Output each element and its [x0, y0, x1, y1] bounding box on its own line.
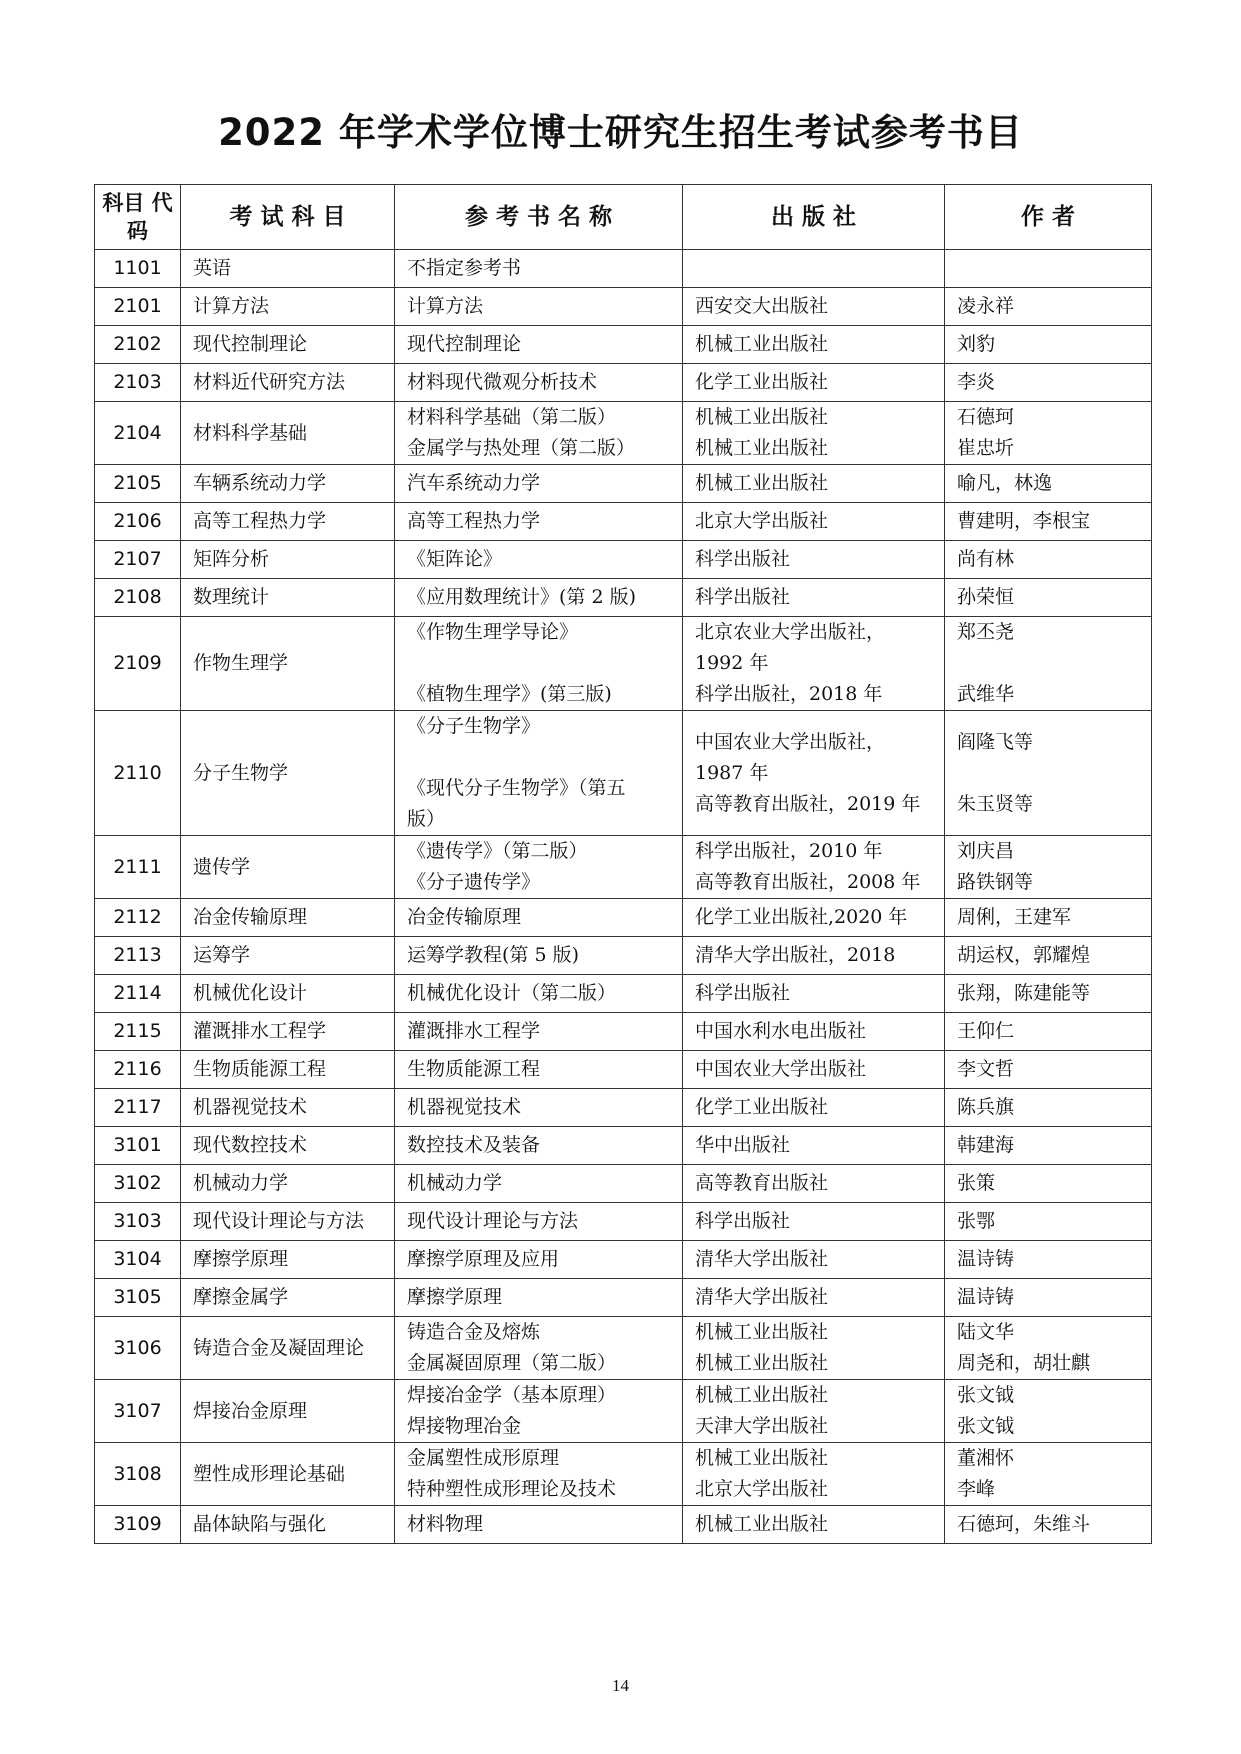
publisher-line: 北京大学出版社 — [695, 1478, 829, 1500]
cell-subject: 英语 — [181, 250, 395, 288]
cell-code: 2106 — [95, 503, 181, 541]
book-line: 灌溉排水工程学 — [407, 1020, 541, 1042]
author-line: 朱玉贤等 — [957, 792, 1034, 815]
cell-code: 1101 — [95, 250, 181, 288]
publisher-line: 机械工业出版社 — [695, 437, 829, 459]
author-line: 路铁钢等 — [957, 871, 1034, 893]
book-line: 机械优化设计（第二版） — [407, 982, 617, 1004]
table-row — [95, 899, 1152, 937]
cell-publisher — [683, 579, 945, 617]
cell-subject: 作物生理学 — [181, 617, 395, 711]
author-line: 温诗铸 — [957, 1248, 1015, 1270]
book-line: 数控技术及装备 — [407, 1134, 541, 1156]
cell-author — [945, 1127, 1152, 1165]
author-line: 郑丕尧 — [957, 621, 1015, 643]
author-line: 尚有林 — [957, 548, 1015, 570]
author-line: 石德珂 — [957, 406, 1015, 428]
book-line: 高等工程热力学 — [407, 510, 541, 532]
cell-author — [945, 503, 1152, 541]
header-code — [95, 185, 181, 250]
cell-author — [945, 1443, 1152, 1506]
header-author: 作 者 — [945, 185, 1152, 250]
table-row — [95, 1380, 1152, 1443]
cell-publisher — [683, 899, 945, 937]
publisher-line: 机械工业出版社 — [695, 1321, 829, 1343]
book-line: 《应用数理统计》(第 2 版) — [407, 586, 636, 608]
cell-subject: 数理统计 — [181, 579, 395, 617]
cell-code: 2104 — [95, 402, 181, 465]
publisher-line: 天津大学出版社 — [695, 1415, 829, 1437]
header-book: 参 考 书 名 称 — [395, 185, 683, 250]
cell-author — [945, 326, 1152, 364]
book-line: 计算方法 — [407, 295, 484, 317]
author-line: 张策 — [957, 1172, 996, 1194]
book-line: 不指定参考书 — [407, 257, 522, 279]
cell-author — [945, 1013, 1152, 1051]
publisher-line: 科学出版社 — [695, 586, 791, 608]
author-line: 王仰仁 — [957, 1020, 1015, 1042]
author-line: 凌永祥 — [957, 295, 1015, 317]
publisher-line: 科学出版社，2010 年 — [695, 840, 883, 862]
cell-subject: 塑性成形理论基础 — [181, 1443, 395, 1506]
book-line: 现代设计理论与方法 — [407, 1210, 579, 1232]
cell-book — [395, 1241, 683, 1279]
book-line: 汽车系统动力学 — [407, 472, 541, 494]
cell-book — [395, 1013, 683, 1051]
cell-author — [945, 836, 1152, 899]
cell-subject: 矩阵分析 — [181, 541, 395, 579]
cell-publisher — [683, 1443, 945, 1506]
book-line: 《现代分子生物学》（第五 — [407, 777, 626, 799]
publisher-line: 西安交大出版社 — [695, 295, 829, 317]
cell-code: 2101 — [95, 288, 181, 326]
cell-publisher — [683, 541, 945, 579]
cell-publisher — [683, 836, 945, 899]
table-row — [95, 541, 1152, 579]
table-row — [95, 250, 1152, 288]
cell-subject: 冶金传输原理 — [181, 899, 395, 937]
author-line — [957, 648, 1139, 679]
cell-book — [395, 1165, 683, 1203]
cell-book — [395, 1051, 683, 1089]
page-title: 2022 年学术学位博士研究生招生考试参考书目 — [218, 111, 1023, 154]
author-line — [957, 758, 1139, 789]
book-line: 版） — [407, 808, 446, 830]
author-line: 陆文华 — [957, 1321, 1015, 1343]
book-line — [407, 648, 670, 679]
table-row — [95, 1279, 1152, 1317]
cell-subject: 机械动力学 — [181, 1165, 395, 1203]
publisher-line: 中国水利水电出版社 — [695, 1020, 867, 1042]
publisher-line: 机械工业出版社 — [695, 333, 829, 355]
book-line: 《分子遗传学》 — [407, 871, 541, 893]
publisher-line: 1992 年 — [695, 652, 769, 674]
cell-author — [945, 1089, 1152, 1127]
author-line: 韩建海 — [957, 1134, 1015, 1156]
publisher-line: 北京农业大学出版社， — [695, 621, 886, 643]
book-line: 焊接冶金学（基本原理） — [407, 1384, 617, 1406]
book-line: 摩擦学原理 — [407, 1286, 503, 1308]
cell-author — [945, 541, 1152, 579]
author-line: 崔忠圻 — [957, 437, 1015, 459]
cell-code: 2103 — [95, 364, 181, 402]
cell-book — [395, 937, 683, 975]
author-line: 石德珂，朱维斗 — [957, 1513, 1091, 1535]
cell-code: 3107 — [95, 1380, 181, 1443]
cell-code: 2110 — [95, 711, 181, 836]
cell-code: 2102 — [95, 326, 181, 364]
cell-author — [945, 899, 1152, 937]
cell-book — [395, 1203, 683, 1241]
cell-publisher — [683, 326, 945, 364]
book-line: 焊接物理冶金 — [407, 1415, 522, 1437]
author-line: 刘豹 — [957, 333, 996, 355]
cell-book — [395, 1127, 683, 1165]
author-line: 阎隆飞等 — [957, 730, 1034, 753]
cell-subject: 灌溉排水工程学 — [181, 1013, 395, 1051]
cell-publisher — [683, 1165, 945, 1203]
cell-book — [395, 836, 683, 899]
cell-code: 3108 — [95, 1443, 181, 1506]
author-line: 周尧和，胡壮麒 — [957, 1352, 1091, 1374]
book-line: 材料物理 — [407, 1513, 484, 1535]
cell-book — [395, 250, 683, 288]
cell-publisher — [683, 617, 945, 711]
cell-subject: 晶体缺陷与强化 — [181, 1506, 395, 1544]
cell-subject: 现代设计理论与方法 — [181, 1203, 395, 1241]
author-line: 张鄂 — [957, 1210, 996, 1232]
cell-book — [395, 1279, 683, 1317]
table-body — [95, 250, 1152, 1544]
table-row — [95, 326, 1152, 364]
cell-publisher — [683, 465, 945, 503]
author-line: 张文钺 — [957, 1415, 1015, 1437]
page-number: 14 — [612, 1676, 629, 1695]
cell-book — [395, 975, 683, 1013]
publisher-line: 机械工业出版社 — [695, 406, 829, 428]
book-line: 铸造合金及熔炼 — [407, 1321, 541, 1343]
author-line: 喻凡，林逸 — [957, 472, 1053, 494]
cell-book — [395, 579, 683, 617]
author-line: 武维华 — [957, 683, 1015, 705]
publisher-line: 清华大学出版社 — [695, 1286, 829, 1308]
cell-author — [945, 288, 1152, 326]
table-row — [95, 503, 1152, 541]
publisher-line: 中国农业大学出版社， — [695, 730, 886, 753]
publisher-line: 科学出版社 — [695, 982, 791, 1004]
cell-author — [945, 579, 1152, 617]
book-line: 《作物生理学导论》 — [407, 621, 579, 643]
cell-subject: 材料科学基础 — [181, 402, 395, 465]
cell-publisher — [683, 711, 945, 836]
cell-publisher — [683, 288, 945, 326]
cell-subject: 机器视觉技术 — [181, 1089, 395, 1127]
cell-subject: 遗传学 — [181, 836, 395, 899]
publisher-line: 化学工业出版社 — [695, 1096, 829, 1118]
cell-subject: 运筹学 — [181, 937, 395, 975]
book-line: 金属塑性成形原理 — [407, 1447, 560, 1469]
cell-publisher — [683, 503, 945, 541]
cell-author — [945, 1203, 1152, 1241]
table-row — [95, 975, 1152, 1013]
cell-code: 3106 — [95, 1317, 181, 1380]
table-row — [95, 1127, 1152, 1165]
publisher-line: 1987 年 — [695, 761, 769, 784]
cell-author — [945, 364, 1152, 402]
table-row — [95, 288, 1152, 326]
cell-subject: 车辆系统动力学 — [181, 465, 395, 503]
book-line: 材料现代微观分析技术 — [407, 371, 598, 393]
cell-author — [945, 402, 1152, 465]
cell-author — [945, 937, 1152, 975]
book-line: 金属学与热处理（第二版） — [407, 437, 636, 459]
header-publisher: 出 版 社 — [683, 185, 945, 250]
publisher-line: 科学出版社，2018 年 — [695, 683, 883, 705]
cell-author — [945, 617, 1152, 711]
author-line: 胡运权，郭耀煌 — [957, 944, 1091, 966]
header-code-line: 科目 — [102, 191, 145, 215]
cell-author — [945, 1317, 1152, 1380]
cell-publisher — [683, 1013, 945, 1051]
author-line: 李炎 — [957, 371, 996, 393]
table-row — [95, 1203, 1152, 1241]
author-line: 张翔，陈建能等 — [957, 982, 1091, 1004]
cell-publisher — [683, 364, 945, 402]
cell-publisher — [683, 250, 945, 288]
cell-book — [395, 617, 683, 711]
cell-subject: 现代控制理论 — [181, 326, 395, 364]
author-line: 李文哲 — [957, 1058, 1015, 1080]
publisher-line: 高等教育出版社，2008 年 — [695, 871, 921, 893]
cell-publisher — [683, 1506, 945, 1544]
cell-publisher — [683, 1241, 945, 1279]
table-row — [95, 1165, 1152, 1203]
cell-code: 2107 — [95, 541, 181, 579]
publisher-line: 科学出版社 — [695, 548, 791, 570]
cell-subject: 摩擦金属学 — [181, 1279, 395, 1317]
publisher-line: 高等教育出版社 — [695, 1172, 829, 1194]
cell-subject: 铸造合金及凝固理论 — [181, 1317, 395, 1380]
cell-subject: 高等工程热力学 — [181, 503, 395, 541]
book-line: 机械动力学 — [407, 1172, 503, 1194]
cell-book — [395, 1443, 683, 1506]
book-line: 材料科学基础（第二版） — [407, 406, 617, 428]
table-row — [95, 402, 1152, 465]
table-row — [95, 711, 1152, 836]
cell-code: 3105 — [95, 1279, 181, 1317]
cell-book — [395, 541, 683, 579]
book-line — [407, 742, 670, 773]
cell-book — [395, 711, 683, 836]
publisher-line: 清华大学出版社，2018 — [695, 944, 896, 966]
cell-author — [945, 1506, 1152, 1544]
table-row — [95, 1506, 1152, 1544]
cell-book — [395, 1380, 683, 1443]
cell-code: 3109 — [95, 1506, 181, 1544]
publisher-line: 清华大学出版社 — [695, 1248, 829, 1270]
book-line: 《分子生物学》 — [407, 715, 541, 737]
cell-author — [945, 975, 1152, 1013]
cell-publisher — [683, 1203, 945, 1241]
cell-publisher — [683, 1380, 945, 1443]
cell-subject: 机械优化设计 — [181, 975, 395, 1013]
cell-code: 2111 — [95, 836, 181, 899]
cell-code: 2114 — [95, 975, 181, 1013]
cell-code: 2116 — [95, 1051, 181, 1089]
cell-book — [395, 465, 683, 503]
table-row — [95, 579, 1152, 617]
publisher-line: 高等教育出版社，2019 年 — [695, 792, 921, 815]
table-row — [95, 1317, 1152, 1380]
cell-author — [945, 1165, 1152, 1203]
author-line: 周俐，王建军 — [957, 906, 1072, 928]
cell-publisher — [683, 975, 945, 1013]
cell-code: 2117 — [95, 1089, 181, 1127]
publisher-line: 机械工业出版社 — [695, 472, 829, 494]
cell-publisher — [683, 937, 945, 975]
header-subject: 考 试 科 目 — [181, 185, 395, 250]
cell-subject: 现代数控技术 — [181, 1127, 395, 1165]
table-row — [95, 1089, 1152, 1127]
cell-book — [395, 503, 683, 541]
header-code-line: 代码 — [127, 191, 173, 243]
author-line: 李峰 — [957, 1478, 996, 1500]
publisher-line: 科学出版社 — [695, 1210, 791, 1232]
table-row — [95, 1013, 1152, 1051]
cell-code: 2105 — [95, 465, 181, 503]
cell-code: 3103 — [95, 1203, 181, 1241]
publisher-line: 机械工业出版社 — [695, 1447, 829, 1469]
cell-book — [395, 402, 683, 465]
book-line: 机器视觉技术 — [407, 1096, 522, 1118]
author-line: 张文钺 — [957, 1384, 1015, 1406]
cell-author — [945, 711, 1152, 836]
cell-subject: 分子生物学 — [181, 711, 395, 836]
cell-book — [395, 1317, 683, 1380]
cell-publisher — [683, 1279, 945, 1317]
book-line: 摩擦学原理及应用 — [407, 1248, 560, 1270]
book-line: 冶金传输原理 — [407, 906, 522, 928]
cell-book — [395, 1089, 683, 1127]
cell-book — [395, 1506, 683, 1544]
publisher-line: 机械工业出版社 — [695, 1352, 829, 1374]
cell-code: 3102 — [95, 1165, 181, 1203]
cell-publisher — [683, 1317, 945, 1380]
cell-author — [945, 250, 1152, 288]
book-line: 特种塑性成形理论及技术 — [407, 1478, 617, 1500]
author-line: 孙荣恒 — [957, 586, 1015, 608]
cell-subject: 计算方法 — [181, 288, 395, 326]
cell-subject: 材料近代研究方法 — [181, 364, 395, 402]
author-line: 温诗铸 — [957, 1286, 1015, 1308]
book-line: 《矩阵论》 — [407, 548, 503, 570]
table-row — [95, 937, 1152, 975]
publisher-line: 机械工业出版社 — [695, 1384, 829, 1406]
table-row — [95, 1443, 1152, 1506]
book-line: 金属凝固原理（第二版） — [407, 1352, 617, 1374]
table-row — [95, 465, 1152, 503]
cell-publisher — [683, 1127, 945, 1165]
cell-author — [945, 1279, 1152, 1317]
cell-code: 3101 — [95, 1127, 181, 1165]
book-line: 运筹学教程(第 5 版) — [407, 944, 579, 966]
cell-book — [395, 326, 683, 364]
cell-author — [945, 1380, 1152, 1443]
cell-book — [395, 899, 683, 937]
cell-subject: 焊接冶金原理 — [181, 1380, 395, 1443]
table-header-row — [95, 185, 1152, 250]
book-line: 生物质能源工程 — [407, 1058, 541, 1080]
table-row — [95, 1241, 1152, 1279]
cell-publisher — [683, 1089, 945, 1127]
publisher-line: 机械工业出版社 — [695, 1513, 829, 1535]
cell-code: 2108 — [95, 579, 181, 617]
publisher-line: 中国农业大学出版社 — [695, 1058, 867, 1080]
cell-code: 3104 — [95, 1241, 181, 1279]
cell-code: 2115 — [95, 1013, 181, 1051]
author-line: 董湘怀 — [957, 1447, 1015, 1469]
cell-subject: 摩擦学原理 — [181, 1241, 395, 1279]
cell-subject: 生物质能源工程 — [181, 1051, 395, 1089]
publisher-line: 华中出版社 — [695, 1134, 791, 1156]
book-line: 现代控制理论 — [407, 333, 522, 355]
publisher-line: 化学工业出版社 — [695, 371, 829, 393]
book-line: 《植物生理学》(第三版) — [407, 683, 612, 705]
cell-code: 2112 — [95, 899, 181, 937]
table-row — [95, 1051, 1152, 1089]
reference-book-table — [94, 184, 1152, 1544]
cell-code: 2109 — [95, 617, 181, 711]
cell-publisher — [683, 402, 945, 465]
publisher-line: 化学工业出版社,2020 年 — [695, 906, 908, 928]
cell-book — [395, 288, 683, 326]
cell-book — [395, 364, 683, 402]
table-row — [95, 364, 1152, 402]
table-row — [95, 836, 1152, 899]
table-row — [95, 617, 1152, 711]
author-line: 刘庆昌 — [957, 840, 1015, 862]
author-line: 陈兵旗 — [957, 1096, 1015, 1118]
cell-author — [945, 1051, 1152, 1089]
cell-author — [945, 1241, 1152, 1279]
cell-author — [945, 465, 1152, 503]
author-line: 曹建明，李根宝 — [957, 510, 1091, 532]
publisher-line: 北京大学出版社 — [695, 510, 829, 532]
cell-publisher — [683, 1051, 945, 1089]
cell-code: 2113 — [95, 937, 181, 975]
book-line: 《遗传学》（第二版） — [407, 840, 588, 862]
